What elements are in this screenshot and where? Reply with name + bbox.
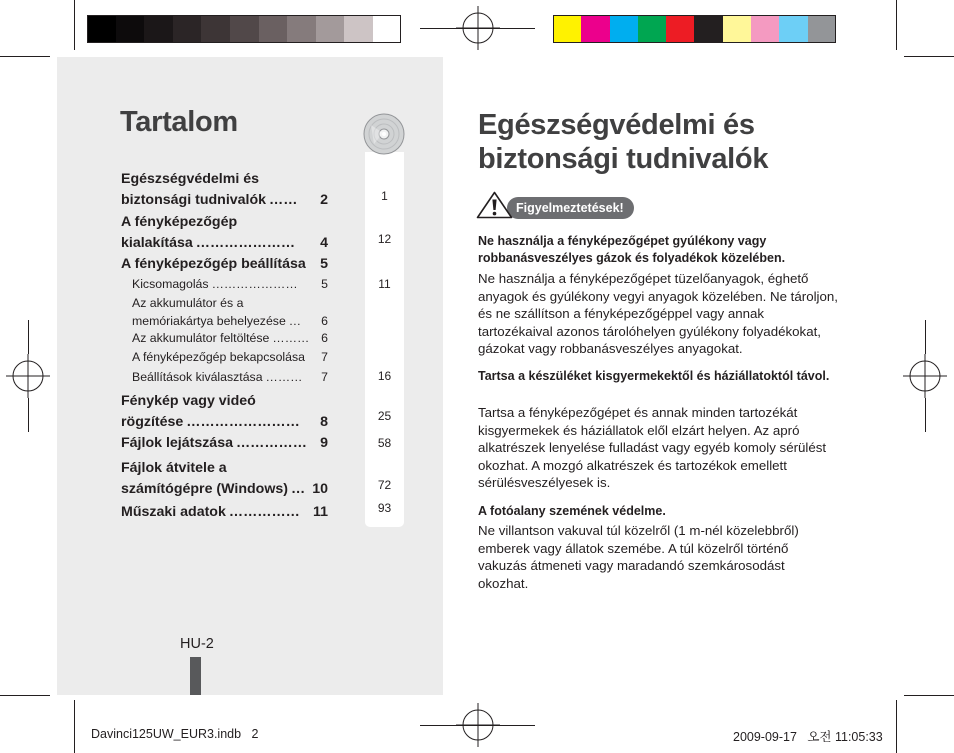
side-page-number: 72 bbox=[377, 478, 392, 492]
crop-mark bbox=[0, 56, 50, 57]
toc-subentry-label: Az akkumulátor és a bbox=[132, 296, 244, 310]
toc-entry-label: számítógépre (Windows) bbox=[121, 481, 288, 497]
section-title bbox=[478, 108, 838, 176]
crop-mark bbox=[0, 695, 50, 696]
crop-mark bbox=[896, 0, 897, 50]
toc-entry-page-number: 8 bbox=[320, 414, 328, 430]
section-body: Ne villantson vakuval túl közelről (1 m-nél közelebbről) emberek vagy állatok szemébe. A túl közelről történő vakuzás átmeneti vagy maradandó szemkárosodást okozhat. bbox=[478, 523, 799, 591]
toc-entry-label: Fájlok lejátszása bbox=[121, 435, 233, 451]
section-heading: Tartsa a készüléket kisgyermekektől és háziállatoktól távol. bbox=[478, 369, 830, 383]
toc-subentry-label: Beállítások kiválasztása bbox=[132, 370, 263, 384]
toc-entry-label: A fényképezőgép beállítása bbox=[121, 256, 306, 272]
toc-entry-label: Fénykép vagy videó bbox=[121, 393, 256, 409]
toc-subentry[interactable] bbox=[132, 275, 328, 293]
page-number-strip bbox=[365, 152, 404, 527]
grayscale-bar-frame bbox=[87, 15, 401, 43]
toc-entry-label: kialakítása bbox=[121, 235, 193, 251]
section-heading: A fotóalany szemének védelme. bbox=[478, 504, 666, 518]
toc-entry-page-number: 5 bbox=[320, 256, 328, 272]
dot-leader: …… bbox=[269, 192, 298, 208]
toc-subentry-label: Az akkumulátor feltöltése bbox=[132, 331, 270, 345]
toc-entry-label: Egészségvédelmi és bbox=[121, 171, 260, 187]
dot-leader: … bbox=[290, 481, 306, 497]
toc-entry-label: Műszaki adatok bbox=[121, 504, 226, 520]
section-body: Ne használja a fényképezőgépet tüzelőanyagok, éghető anyagok és gyúlékony vegyi anyagok közelében. Ne tároljon, és ne szállítson a fényképezőgéppel vagy annak tartozékaival azonos tárolóhelyen gyúlékony folyadékokat, gázokat vagy robbanásveszélyes anyagokat. bbox=[478, 271, 838, 357]
toc-entry-label: biztonsági tudnivalók bbox=[121, 192, 267, 208]
dot-leader: …………………… bbox=[186, 414, 300, 430]
side-page-number: 93 bbox=[377, 501, 392, 515]
toc-entry[interactable] bbox=[121, 433, 328, 454]
crop-mark bbox=[28, 320, 29, 354]
section-title-line: biztonsági tudnivalók bbox=[478, 143, 769, 175]
crop-mark bbox=[74, 700, 75, 753]
toc-entry-page-number: 4 bbox=[320, 235, 328, 251]
toc-subentry-label: Kicsomagolás bbox=[132, 277, 209, 291]
toc-subentry-page-number: 5 bbox=[321, 277, 328, 291]
toc-subentry[interactable] bbox=[132, 348, 328, 366]
toc-entry-page-number: 9 bbox=[320, 435, 328, 451]
footer-timestamp: 2009-09-17 오전 11:05:33 bbox=[733, 730, 883, 744]
toc-entry-page-number: 2 bbox=[320, 192, 328, 208]
section-heading: Ne használja a fényképezőgépet gyúlékony vagy robbanásveszélyes gázok és folyadékok közelében. bbox=[478, 234, 786, 265]
warning-triangle-icon bbox=[476, 191, 513, 219]
registration-target-icon bbox=[456, 703, 500, 747]
crop-mark bbox=[28, 398, 29, 432]
toc-subentry-label: A fényképezőgép bekapcsolása bbox=[132, 350, 305, 364]
dot-leader: … bbox=[288, 314, 302, 328]
dot-leader: ……… bbox=[272, 331, 310, 345]
toc-entry[interactable] bbox=[121, 502, 328, 523]
page-tab-bar bbox=[190, 657, 201, 695]
footer-file-name: Davinci125UW_EUR3.indb 2 bbox=[91, 727, 259, 741]
toc-subentry[interactable] bbox=[132, 368, 328, 386]
side-page-number: 25 bbox=[377, 409, 392, 423]
toc-entry-page-number: 10 bbox=[312, 481, 328, 497]
crop-mark bbox=[925, 398, 926, 432]
crop-mark bbox=[896, 700, 897, 753]
toc-entry[interactable] bbox=[121, 212, 328, 254]
toc-subentry-label: memóriakártya behelyezése bbox=[132, 314, 286, 328]
side-page-number: 12 bbox=[377, 232, 392, 246]
dot-leader: ………………… bbox=[195, 235, 296, 251]
crop-mark bbox=[904, 695, 954, 696]
toc-entry-label: rögzítése bbox=[121, 414, 184, 430]
registration-target-icon bbox=[6, 354, 50, 398]
dot-leader: ……… bbox=[265, 370, 303, 384]
page-label: HU-2 bbox=[180, 636, 214, 652]
side-page-number: 16 bbox=[377, 369, 392, 383]
toc-subentry-page-number: 6 bbox=[321, 331, 328, 345]
toc-subentry-page-number: 6 bbox=[321, 314, 328, 328]
warning-label: Figyelmeztetések! bbox=[507, 197, 634, 219]
registration-target-icon bbox=[903, 354, 947, 398]
toc-subentry[interactable] bbox=[132, 294, 328, 330]
dot-leader: …………… bbox=[235, 435, 307, 451]
toc-title: Tartalom bbox=[120, 106, 238, 138]
toc-entry-label: Fájlok átvitele a bbox=[121, 460, 227, 476]
crop-mark bbox=[74, 0, 75, 50]
color-bar-frame bbox=[553, 15, 836, 43]
crop-mark bbox=[925, 320, 926, 354]
toc-subentry-page-number: 7 bbox=[321, 370, 328, 384]
registration-target-icon bbox=[456, 6, 500, 50]
side-page-number: 11 bbox=[378, 277, 391, 291]
side-page-number: 58 bbox=[377, 436, 392, 450]
cd-disc-icon bbox=[363, 113, 405, 155]
section-title-line: Egészségvédelmi és bbox=[478, 109, 755, 141]
toc-entry[interactable] bbox=[121, 254, 328, 275]
toc-entry[interactable] bbox=[121, 458, 328, 500]
toc-subentry[interactable] bbox=[132, 329, 328, 347]
toc-entry-label: A fényképezőgép bbox=[121, 214, 238, 230]
dot-leader: …………… bbox=[228, 504, 300, 520]
toc-subentry-page-number: 7 bbox=[321, 350, 328, 364]
toc-entry-page-number: 11 bbox=[313, 504, 328, 520]
toc-entry[interactable] bbox=[121, 391, 328, 433]
side-page-number: 1 bbox=[381, 189, 388, 203]
dot-leader: ………………… bbox=[211, 277, 298, 291]
toc-entry[interactable] bbox=[121, 169, 328, 211]
section-body: Tartsa a fényképezőgépet és annak minden tartozékát kisgyermekek és háziállatok elől elzárt helyen. Az apró alkatrészek lenyelése fulladást vagy egyéb komoly sérülést okozhat. A mozgó alkatrészek és tartozékok emellett sérülésveszélyesek is. bbox=[478, 405, 827, 491]
crop-mark bbox=[904, 56, 954, 57]
